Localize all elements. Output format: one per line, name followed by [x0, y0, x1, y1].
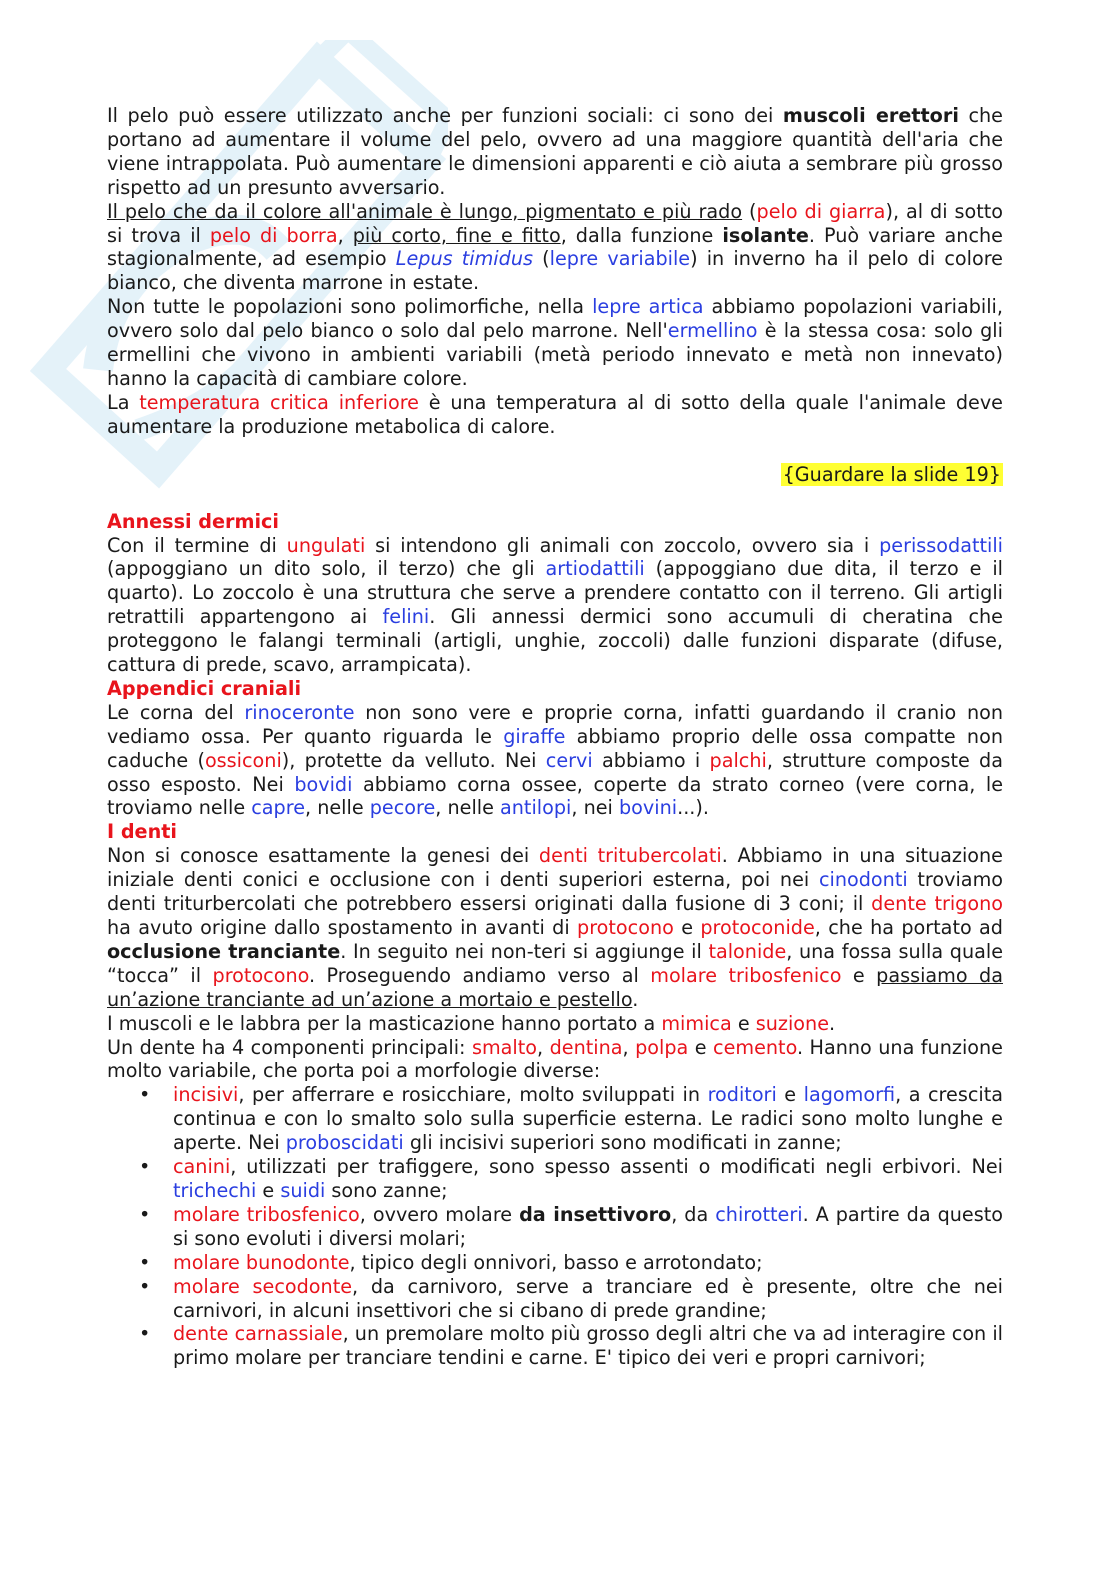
term-ossiconi: ossiconi [204, 748, 282, 772]
term-molare-tribosfenico-2: molare tribosfenico [173, 1202, 360, 1226]
term-cervi: cervi [545, 748, 593, 772]
term-incisivi: incisivi [173, 1083, 239, 1107]
term-capre: capre [251, 796, 305, 820]
paragraph-denti-genesi: Non si conosce esattamente la genesi dei denti tritubercolati. Abbiamo in una situazione iniziale denti conici e occlusione con i denti superiori esterna, poi nei cinodonti troviamo denti triturbercolati che potrebbero essersi originati dalla fusione di 3 coni; il dente trigono ha avuto origine dallo spostamento in avanti di protocono e protoconide, che ha portato ad occlusione tranciante. In seguito nei non-teri si aggiunge il talonide, una fossa sulla quale “tocca” il protocono. Proseguendo andiamo verso al molare tribosfenico e passiamo da un’azione tranciante ad un’azione a mortaio e pestello. [107, 844, 1004, 1011]
paragraph-appendici: Le corna del rinoceronte non sono vere e proprie corna, infatti guardando il cranio non vediamo ossa. Per quanto riguarda le giraffe abbiamo proprio delle ossa compatte non caduche (ossiconi), protette da velluto. Nei cervi abbiamo i palchi, strutture composte da osso esposto. Nei bovidi abbiamo corna ossee, coperte da strato corneo (vere corna, le troviamo nelle capre, nelle pecore, nelle antilopi, nei bovini...). [107, 700, 1004, 820]
bullet-icon: • [139, 1322, 151, 1346]
term-pelo-di-borra: pelo di borra [209, 223, 338, 247]
paragraph-temperatura: La temperatura critica inferiore è una temperatura al di sotto della quale l'animale deve aumentare la produzione metabolica di calore. [107, 390, 1003, 438]
term-occlusione-tranciante: occlusione tranciante [107, 939, 341, 963]
term-da-insettivoro: da insettivoro [519, 1202, 672, 1226]
list-item-canini: • canini, utilizzati per trafiggere, sono spesso assenti o modificati negli erbivori. Nei trichechi e suidi sono zanne; [139, 1155, 1003, 1202]
teeth-list [107, 1083, 1003, 1370]
paragraph-polimorfiche: Non tutte le popolazioni sono polimorfiche, nella lepre artica abbiamo popolazioni variabili, ovvero solo dal pelo bianco o solo dal pelo marrone. Nell'ermellino è la stessa cosa: solo gli ermellini che vivono in ambienti variabili (metà periodo innevato e metà non innevato) hanno la capacità di cambiare colore. [107, 295, 1003, 390]
term-protocono: protocono [577, 916, 674, 939]
term-isolante: isolante [722, 223, 809, 247]
bullet-icon: • [139, 1155, 151, 1179]
list-item-molare-tribosfenico: • molare tribosfenico, ovvero molare da insettivoro, da chirotteri. A partire da questo si sono evoluti i diversi molari; [139, 1202, 1003, 1250]
term-lagomorfi: lagomorfi [803, 1083, 896, 1107]
term-bovini: bovini [618, 796, 678, 820]
term-cemento: cemento [713, 1035, 797, 1059]
term-mimica: mimica [661, 1011, 732, 1035]
term-molare-bunodonte: molare bunodonte [173, 1250, 350, 1274]
term-smalto: smalto [471, 1035, 538, 1059]
term-suidi: suidi [280, 1178, 326, 1202]
paragraph-muscoli-erettori: Il pelo può essere utilizzato anche per funzioni sociali: ci sono dei muscoli erettori che portano ad aumentare il volume del pelo, ovvero ad una maggiore quantità dell'aria che viene intrappolata. Può aumentare le dimensioni apparenti e ciò aiuta a sembrare più grosso rispetto ad un presunto avversario. [107, 104, 1003, 199]
term-dente-carnassiale: dente carnassiale [173, 1322, 343, 1346]
term-dente-trigono: dente trigono [871, 892, 1004, 916]
term-temperatura-critica: temperatura critica inferiore [139, 390, 419, 414]
heading-annessi-dermici: Annessi dermici [107, 509, 280, 533]
term-lepre-artica: lepre artica [592, 295, 704, 319]
heading-appendici-craniali: Appendici craniali [107, 676, 302, 700]
term-artiodattili: artiodattili [545, 557, 645, 581]
document-page [107, 104, 1003, 1370]
term-suzione: suzione [755, 1011, 829, 1035]
term-trichechi: trichechi [173, 1178, 257, 1202]
paragraph-annessi: Con il termine di ungulati si intendono gli animali con zoccolo, ovvero sia i perissodattili (appoggiano un dito solo, il terzo) che gli artiodattili (appoggiano due dita, il terzo e il quarto). Lo zoccolo è una struttura che serve a prendere contatto con il terreno. Gli artigli retrattili appartengono ai felini. Gli annessi dermici sono accumuli di cheratina che proteggono le falangi terminali (artigli, unghie, zoccoli) dalle funzioni disparate (difuse, cattura di prede, scavo, arrampicata). [107, 533, 1004, 677]
term-cinodonti: cinodonti [818, 868, 908, 892]
term-perissodattili: perissodattili [879, 533, 1004, 557]
term-pecore: pecore [369, 796, 436, 820]
term-ermellino: ermellino [667, 319, 758, 343]
term-dentina: dentina [549, 1035, 623, 1059]
list-item-dente-carnassiale: • dente carnassiale, un premolare molto più grosso degli altri che va ad interagire con il primo molare per tranciare tendini e carne. E' tipico dei veri e propri carnivori; [139, 1322, 1003, 1370]
term-pelo-di-giarra: pelo di giarra [756, 199, 886, 223]
term-giraffe: giraffe [503, 724, 566, 748]
term-muscoli-erettori: muscoli erettori [782, 104, 959, 127]
term-ungulati: ungulati [286, 533, 366, 557]
paragraph-componenti: Un dente ha 4 componenti principali: smalto, dentina, polpa e cemento. Hanno una funzione molto variabile, che porta poi a morfologie diverse: [107, 1035, 1003, 1083]
term-talonide: talonide [708, 939, 787, 963]
term-proboscidati: proboscidati [285, 1131, 404, 1155]
term-polpa: polpa [635, 1035, 689, 1059]
list-item-molare-secodonte: • molare secodonte, da carnivoro, serve a tranciare ed è presente, oltre che nei carnivori, in alcuni insettivori che si cibano di prede grandine; [139, 1274, 1003, 1322]
term-palchi: palchi [709, 748, 767, 772]
list-item-incisivi: • incisivi, per afferrare e rosicchiare, molto sviluppati in roditori e lagomorfi, a crescita continua e con lo smalto solo sulla superficie esterna. Le radici sono molto lunghe e aperte. Nei proboscidati gli incisivi superiori sono modificati in zanne; [139, 1083, 1003, 1155]
term-canini: canini [173, 1155, 231, 1179]
bullet-icon: • [139, 1083, 151, 1107]
term-rinoceronte: rinoceronte [244, 700, 355, 724]
bullet-icon: • [139, 1274, 151, 1298]
term-roditori: roditori [707, 1083, 777, 1107]
list-item-molare-bunodonte: • molare bunodonte, tipico degli onnivori, basso e arrotondato; [139, 1250, 763, 1274]
term-molare-tribosfenico: molare tribosfenico [650, 963, 842, 987]
term-molare-secodonte: molare secodonte [173, 1274, 353, 1298]
slide-note-highlight: {Guardare la slide 19} [782, 462, 1001, 486]
term-felini: felini [382, 605, 430, 629]
term-bovidi: bovidi [294, 772, 353, 796]
bullet-icon: • [139, 1250, 151, 1274]
term-denti-tritubercolati: denti tritubercolati [538, 844, 722, 868]
term-protocono-2: protocono [212, 963, 310, 987]
term-chirotteri: chirotteri [715, 1202, 803, 1226]
term-lepre-variabile: lepre variabile [549, 247, 691, 271]
term-lepus-timidus: Lepus timidus [395, 247, 533, 271]
bullet-icon: • [139, 1202, 151, 1226]
term-protoconide: protoconide [700, 916, 815, 939]
slide-note [107, 463, 1003, 487]
paragraph-masticazione: I muscoli e le labbra per la masticazione hanno portato a mimica e suzione. [107, 1011, 836, 1035]
heading-i-denti: I denti [107, 820, 177, 844]
paragraph-colore-pelo: Il pelo che da il colore all'animale è lungo, pigmentato e più rado (pelo di giarra), al di sotto si trova il pelo di borra, più corto, fine e fitto, dalla funzione isolante. Può variare anche stagionalmente, ad esempio Lepus timidus (lepre variabile) in inverno ha il pelo di colore bianco, che diventa marrone in estate. [107, 199, 1003, 295]
term-antilopi: antilopi [500, 796, 572, 820]
